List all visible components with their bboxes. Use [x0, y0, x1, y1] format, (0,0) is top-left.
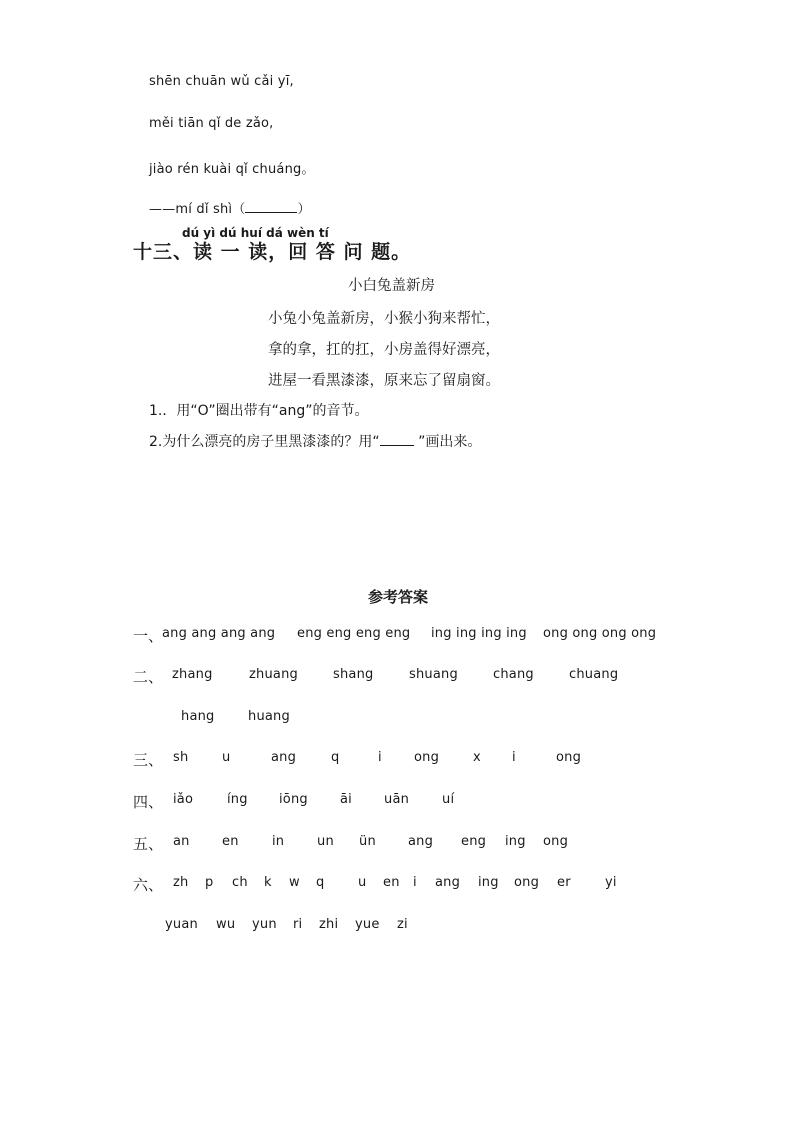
answer-item: chang — [493, 667, 534, 682]
question-2-blank — [380, 433, 414, 446]
answer-item: yuan — [165, 917, 198, 932]
answer-row-label: 六、 — [133, 876, 164, 894]
answer-item: w — [289, 875, 300, 890]
answer-item: ang ang ang ang — [162, 626, 276, 641]
answer-item: i — [413, 875, 417, 890]
answer-item: shang — [333, 667, 374, 682]
answer-row-label: 二、 — [133, 668, 164, 686]
answer-item: zhi — [319, 917, 339, 932]
answer-item: en — [383, 875, 400, 890]
answer-item: yi — [605, 875, 617, 890]
answer-item: ün — [359, 834, 376, 849]
answer-item: an — [173, 834, 190, 849]
section13-pinyin: dú yì dú huí dá wèn tí — [182, 226, 329, 240]
section13-number: 十三、 — [133, 241, 194, 263]
answer-item: zh — [173, 875, 189, 890]
answer-item: ong — [514, 875, 540, 890]
answer-item: uí — [442, 792, 455, 807]
answer-item: iǎo — [173, 792, 194, 807]
answer-item: p — [205, 875, 214, 890]
riddle-line-1: shēn chuān wǔ cǎi yī, — [149, 74, 294, 89]
answer-item: ang — [408, 834, 434, 849]
answer-item: u — [358, 875, 367, 890]
answer-item: huang — [248, 709, 290, 724]
answer-item: ing — [478, 875, 499, 890]
answer-item: k — [264, 875, 272, 890]
riddle-answer-suffix: ） — [297, 202, 311, 217]
answer-item: q — [316, 875, 325, 890]
question-2 — [149, 431, 481, 451]
answer-item: íng — [227, 792, 248, 807]
answer-item: en — [222, 834, 239, 849]
poem-line-1: 小兔小兔盖新房，小猴小狗来帮忙， — [268, 311, 500, 327]
question-2-before: 2.为什么漂亮的房子里黑漆漆的？用“ — [149, 434, 380, 450]
section13-heading — [133, 237, 411, 264]
answer-item: er — [557, 875, 571, 890]
answer-item: yun — [252, 917, 277, 932]
answer-item: sh — [173, 750, 189, 765]
answer-item: x — [473, 750, 481, 765]
answer-item: āi — [340, 792, 352, 807]
answer-item: wu — [216, 917, 236, 932]
riddle-line-3: jiào rén kuài qǐ chuáng。 — [149, 162, 315, 177]
answer-item: in — [272, 834, 285, 849]
riddle-answer-prefix: ——mí dǐ shì（ — [149, 202, 246, 217]
answer-item: uān — [384, 792, 410, 807]
answer-item: ch — [232, 875, 248, 890]
poem-line-2: 拿的拿，扛的扛，小房盖得好漂亮， — [268, 342, 500, 358]
answer-row-label: 四、 — [133, 793, 164, 811]
answer-item: yue — [355, 917, 380, 932]
riddle-answer-blank[interactable] — [245, 200, 297, 213]
answer-item: i — [512, 750, 516, 765]
answer-row-label: 三、 — [133, 751, 164, 769]
answer-item: q — [331, 750, 340, 765]
answer-item: ong — [543, 834, 569, 849]
answer-row-label: 五、 — [133, 835, 164, 853]
answer-item: ang — [435, 875, 461, 890]
answer-item: ing — [505, 834, 526, 849]
answer-item: ang — [271, 750, 297, 765]
answer-item: i — [378, 750, 382, 765]
answer-item: ong ong ong ong — [543, 626, 657, 641]
question-1: 1.．用“O”圈出带有“ang”的音节。 — [149, 403, 369, 419]
answer-item: chuang — [569, 667, 619, 682]
answer-item: ong — [556, 750, 582, 765]
answer-item: hang — [181, 709, 215, 724]
poem-line-3: 进屋一看黑漆漆，原来忘了留扇窗。 — [268, 373, 500, 389]
poem-title: 小白兔盖新房 — [348, 278, 435, 294]
answer-item: iōng — [279, 792, 308, 807]
answer-item: shuang — [409, 667, 458, 682]
answer-item: eng — [461, 834, 487, 849]
answer-item: u — [222, 750, 231, 765]
answer-item: ri — [293, 917, 303, 932]
answer-item: eng eng eng eng — [297, 626, 411, 641]
riddle-line-2: měi tiān qǐ de zǎo, — [149, 116, 274, 131]
answer-row-label: 一、 — [133, 627, 164, 645]
riddle-answer-line — [149, 198, 311, 217]
answer-item: ing ing ing ing — [431, 626, 527, 641]
answer-item: zhang — [172, 667, 213, 682]
answer-item: zi — [397, 917, 408, 932]
answers-title: 参考答案 — [368, 588, 429, 606]
answer-item: ong — [414, 750, 440, 765]
answer-item: un — [317, 834, 334, 849]
question-2-after: ”画出来。 — [413, 434, 482, 450]
section13-title: 读 一 读，回 答 问 题。 — [193, 241, 412, 263]
answer-item: zhuang — [249, 667, 298, 682]
